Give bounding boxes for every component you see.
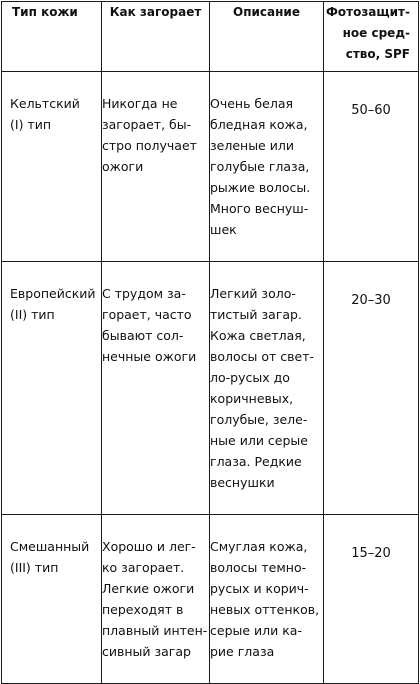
header-skin-type [2,2,102,72]
table-row [2,262,419,515]
cell-description [210,72,324,262]
header-spf [324,2,419,72]
description-text: Очень белая бледная кожа, зеленые или голубые глаза, рыжие волосы. Много веснуш- шек [210,96,311,237]
header-spf-label: Фотозащит- ное сред- ство, SPF [325,5,410,61]
table-row [2,515,419,684]
skin-type-text: Смешанный (III) тип [10,539,90,575]
spf-value: 50–60 [351,103,391,118]
header-skin-type-label: Тип кожи [12,5,78,19]
description-text: Легкий золо- тистый загар. Кожа светлая, волосы от свет- ло-русых до коричневых, голубые, зеле- ные или серые глаза. Редкие веснушки [210,286,314,490]
table-body [2,72,419,684]
cell-skin-type [2,72,102,262]
cell-spf [324,262,419,515]
header-description-label: Описание [233,5,300,19]
spf-value: 20–30 [351,293,391,308]
cell-description [210,262,324,515]
cell-description [210,515,324,684]
cell-how-tans [102,262,210,515]
cell-spf [324,515,419,684]
table-header [2,2,419,72]
skin-type-text: Кельтский (I) тип [10,96,80,132]
table-row [2,72,419,262]
how-tans-text: С трудом за- горает, часто бывают сол- нечные ожоги [102,286,197,364]
cell-skin-type [2,262,102,515]
skin-type-table [1,1,419,684]
how-tans-text: Никогда не загорает, бы- стро получает ожоги [102,96,197,174]
description-text: Смуглая кожа, волосы темно- русых и корич- невых оттенков, серые или ка- рие глаза [210,539,320,659]
cell-how-tans [102,515,210,684]
header-description [210,2,324,72]
header-how-tans [102,2,210,72]
header-row [2,2,419,72]
how-tans-text: Хорошо и лег- ко загорает. Легкие ожоги переходят в плавный интен- сивный загар [102,539,208,659]
header-how-tans-label: Как загорает [109,5,202,19]
skin-type-text: Европейский (II) тип [10,286,96,322]
cell-how-tans [102,72,210,262]
cell-skin-type [2,515,102,684]
cell-spf [324,72,419,262]
spf-value: 15–20 [351,546,391,561]
